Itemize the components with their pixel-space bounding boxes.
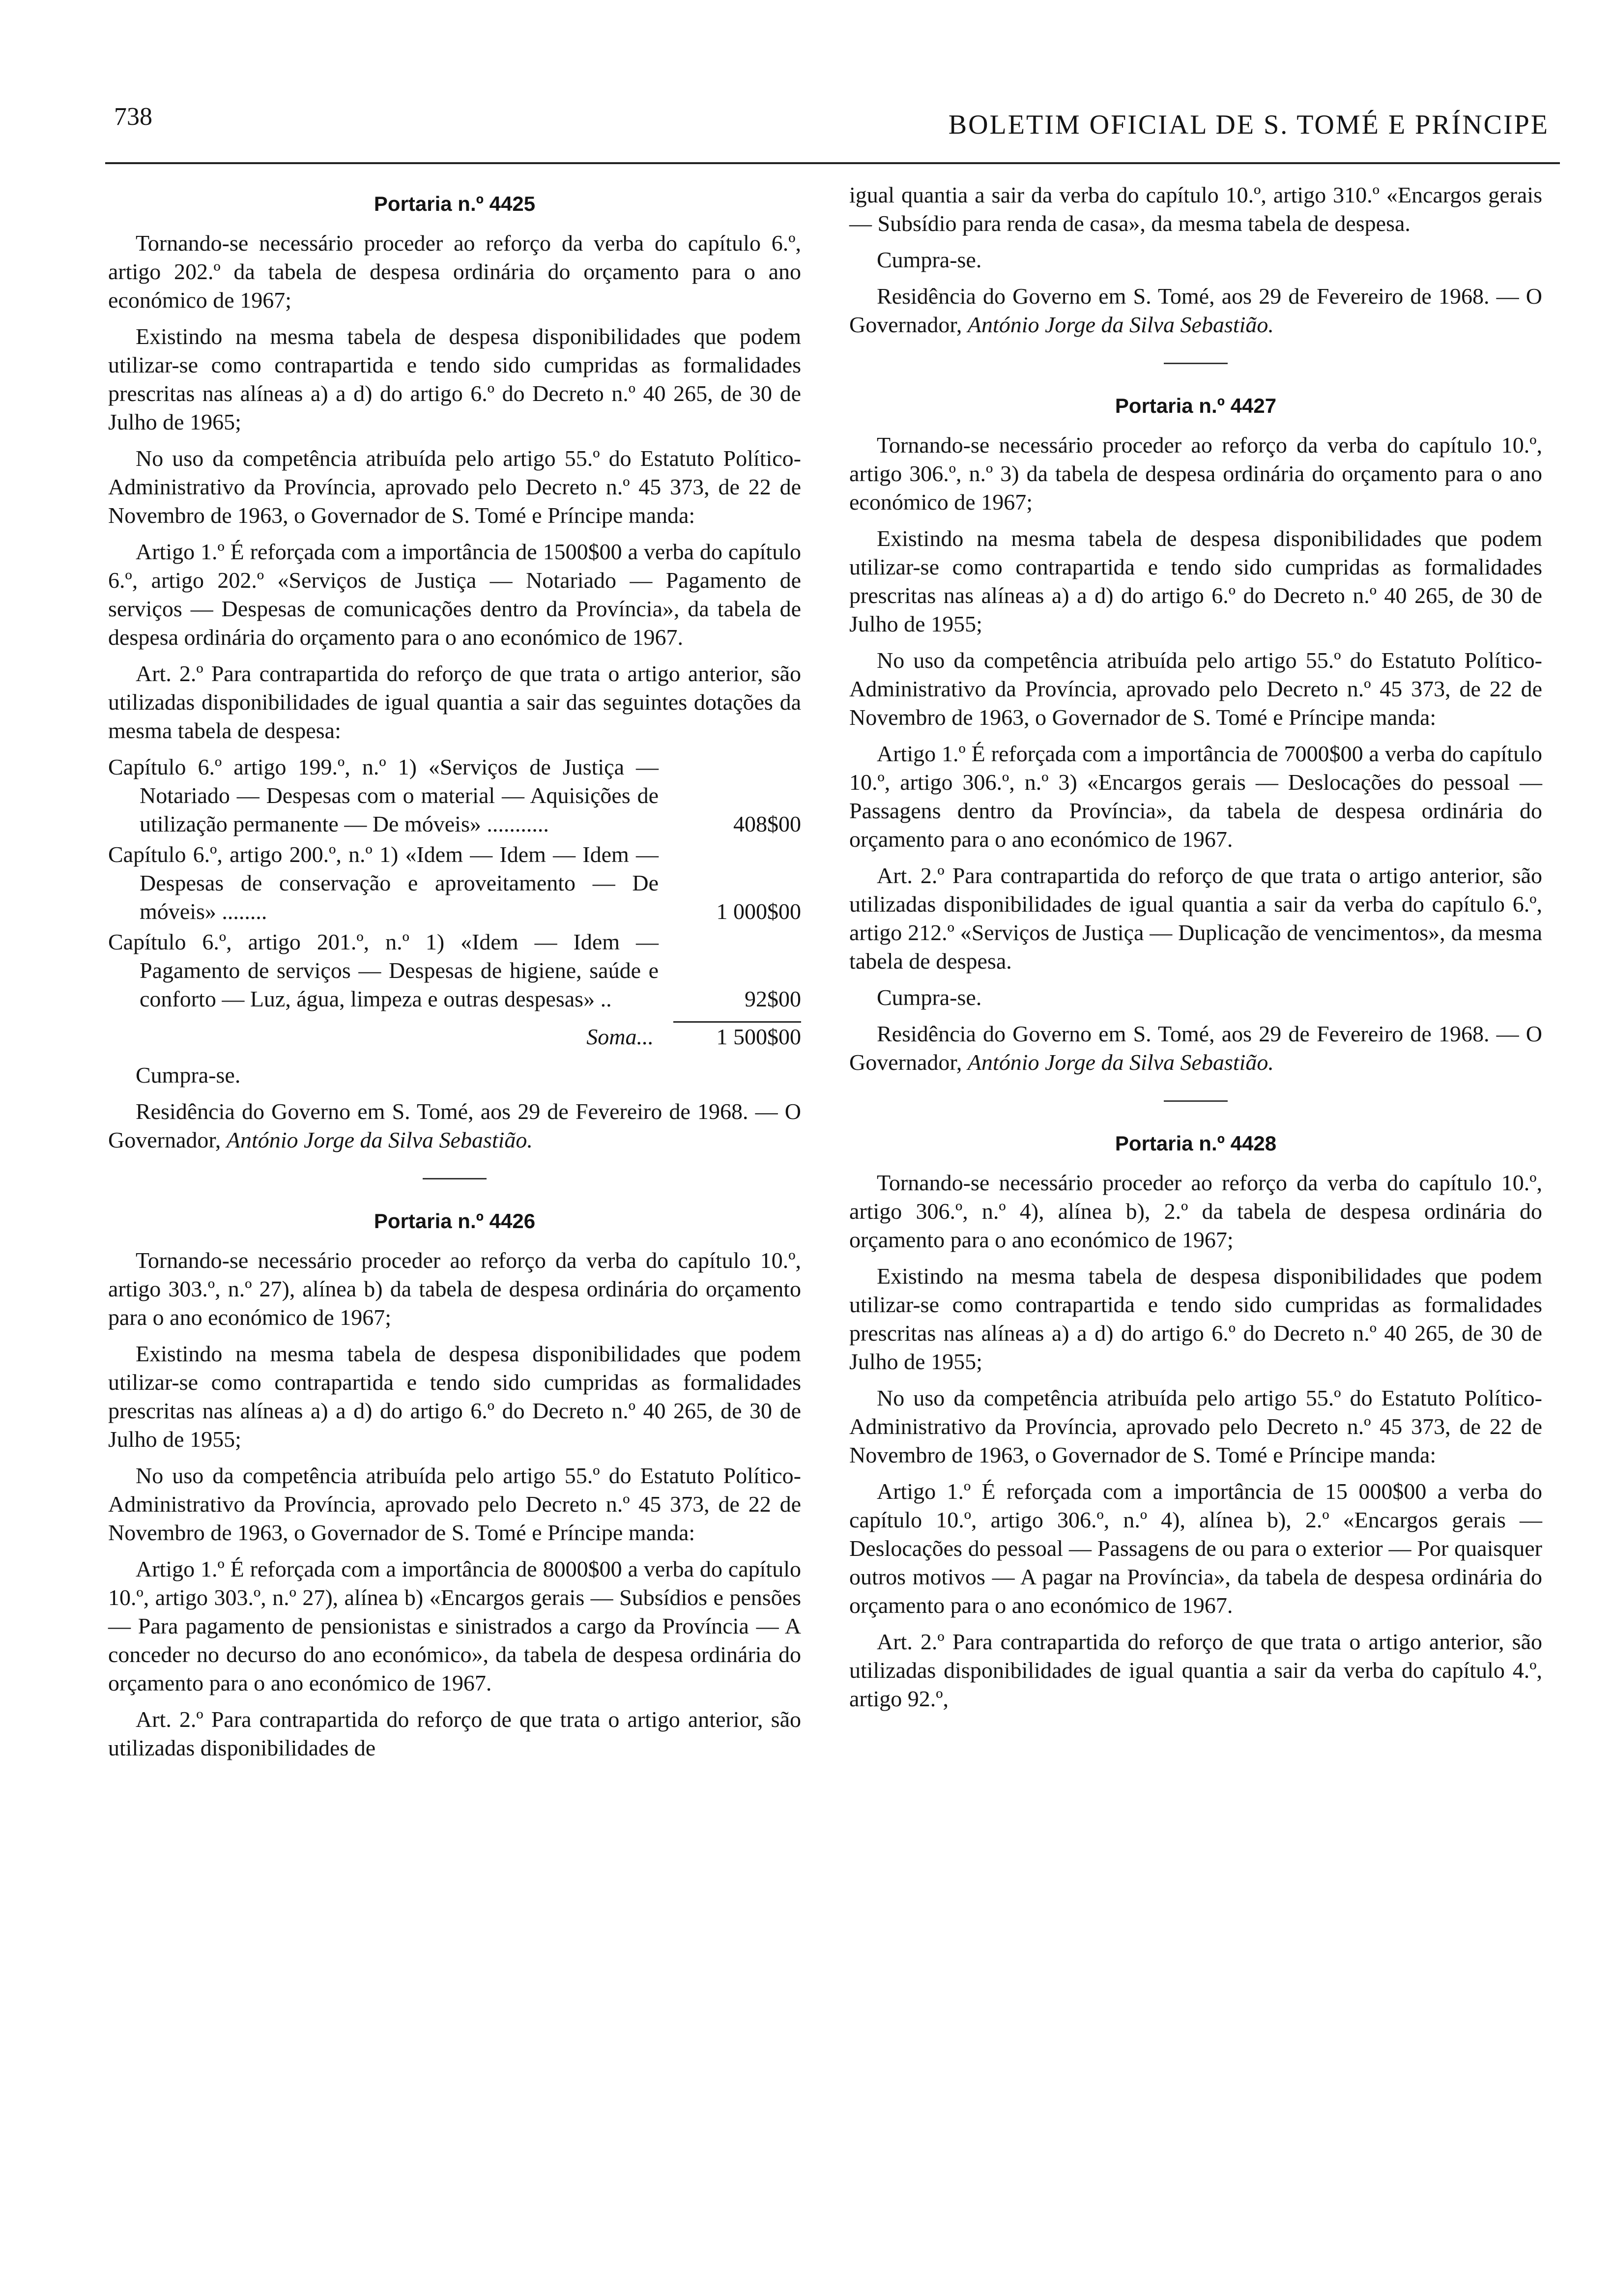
article-2: Art. 2.º Para contrapartida do reforço de que trata o artigo anterior, são utilizadas disponibilidades de igual quantia a sair das seguintes dotações da mesma tabela de despesa: <box>108 661 801 743</box>
paragraph: Tornando-se necessário proceder ao reforço da verba do capítulo 10.º, artigo 306.º, n.º 3) da tabela de despesa ordinária do orçamento para o ano económico de 1967; <box>849 432 1542 515</box>
article-2: Art. 2.º Para contrapartida do reforço de que trata o artigo anterior, são utilizadas disponibilidades de igual quantia a sair da verba do capítulo 4.º, artigo 92.º, <box>849 1629 1542 1711</box>
signature: António Jorge da Silva Sebastião. <box>967 1050 1274 1075</box>
article-1: Artigo 1.º É reforçada com a importância de 15 000$00 a verba do capítulo 10.º, artigo 306.º, n.º 4), alínea b), 2.º «Encargos gerais — Deslocações do pessoal — Passagens de ou para o exterior — Por quaisquer outros motivos — A pagar na Província», da tabela de despesa ordinária do orçamento para o ano económico de 1967. <box>849 1479 1542 1618</box>
paragraph: No uso da competência atribuída pelo artigo 55.º do Estatuto Político-Administrativo da Província, aprovado pelo Decreto n.º 45 373, de 22 de Novembro de 1963, o Governador de S. Tomé e Príncipe manda: <box>108 1463 801 1545</box>
allocation-item <box>108 928 801 1013</box>
portaria-heading: Portaria n.º 4427 <box>1115 394 1277 417</box>
paragraph: Tornando-se necessário proceder ao reforço da verba do capítulo 6.º, artigo 202.º da tabela de despesa ordinária do orçamento para o ano económico de 1967; <box>108 230 801 313</box>
residencia-text: Residência do Governo em S. Tomé, aos 29 de Fevereiro de 1968. — O Governador, <box>108 1099 801 1152</box>
total-amount: 1 500$00 <box>673 1021 801 1051</box>
cumpra-se: Cumpra-se. <box>136 1062 241 1088</box>
section-separator <box>1164 1100 1228 1102</box>
article-1: Artigo 1.º É reforçada com a importância de 8000$00 a verba do capítulo 10.º, artigo 303.º, n.º 27), alínea b) «Encargos gerais — Subsídios e pensões — Para pagamento de pensionistas e sinistrados a cargo da Província — A conceder no decurso do ano económico», da tabela de despesa ordinária do orçamento para o ano económico de 1967. <box>108 1556 801 1695</box>
portaria-heading: Portaria n.º 4426 <box>374 1209 536 1233</box>
total-row <box>108 1021 801 1051</box>
allocation-text: Capítulo 6.º, artigo 201.º, n.º 1) «Idem — Idem — Pagamento de serviços — Despesas de higiene, saúde e conforto — Luz, água, limpeza e outras despesas» .. <box>108 929 659 1011</box>
section-separator <box>1164 363 1228 364</box>
portaria-heading: Portaria n.º 4425 <box>374 192 536 215</box>
page-number: 738 <box>114 103 152 131</box>
paragraph: Tornando-se necessário proceder ao reforço da verba do capítulo 10.º, artigo 303.º, n.º 27), alínea b) da tabela de despesa ordinária do orçamento para o ano económico de 1967; <box>108 1248 801 1330</box>
paragraph: Existindo na mesma tabela de despesa disponibilidades que podem utilizar-se como contrapartida e tendo sido cumpridas as formalidades prescritas nas alíneas a) a d) do artigo 6.º do Decreto n.º 40 265, de 30 de Julho de 1955; <box>849 1263 1542 1374</box>
allocation-text: Capítulo 6.º, artigo 200.º, n.º 1) «Idem — Idem — Idem — Despesas de conservação e aproveitamento — De móveis» ........ <box>108 842 659 924</box>
cumpra-se: Cumpra-se. <box>877 247 982 272</box>
signature-block <box>849 1020 1542 1077</box>
header-rule <box>105 162 1560 164</box>
allocation-amount: 92$00 <box>745 986 801 1011</box>
allocation-amount: 408$00 <box>733 811 801 836</box>
portaria-4428 <box>849 1129 1542 1713</box>
signature-block <box>108 1097 801 1154</box>
allocation-text: Capítulo 6.º artigo 199.º, n.º 1) «Serviços de Justiça — Notariado — Despesas com o material — Aquisições de utilização permanente — De móveis» ........... <box>108 754 659 836</box>
article-1: Artigo 1.º É reforçada com a importância de 1500$00 a verba do capítulo 6.º, artigo 202.º «Serviços de Justiça — Notariado — Pagamento de serviços — Despesas de comunicações dentro da Província», da tabela de despesa ordinária do orçamento para o ano económico de 1967. <box>108 539 801 650</box>
article-1: Artigo 1.º É reforçada com a importância de 7000$00 a verba do capítulo 10.º, artigo 306.º, n.º 3) «Encargos gerais — Deslocações do pessoal — Passagens dentro da Província», da tabela de despesa ordinária do orçamento para o ano económico de 1967. <box>849 741 1542 852</box>
paragraph: No uso da competência atribuída pelo artigo 55.º do Estatuto Político-Administrativo da Província, aprovado pelo Decreto n.º 45 373, de 22 de Novembro de 1963, o Governador de S. Tomé e Príncipe manda: <box>849 648 1542 730</box>
residencia-text: Residência do Governo em S. Tomé, aos 29 de Fevereiro de 1968. — O Governador, <box>849 284 1542 337</box>
portaria-4426-continuation <box>849 181 1542 339</box>
residencia-text: Residência do Governo em S. Tomé, aos 29 de Fevereiro de 1968. — O Governador, <box>849 1021 1542 1075</box>
continuation-text: igual quantia a sair da verba do capítulo 10.º, artigo 310.º «Encargos gerais — Subsídio para renda de casa», da mesma tabela de despesa. <box>849 182 1542 236</box>
signature: António Jorge da Silva Sebastião. <box>967 312 1274 337</box>
signature-block <box>849 282 1542 339</box>
allocation-item <box>108 753 801 838</box>
paragraph: No uso da competência atribuída pelo artigo 55.º do Estatuto Político-Administrativo da Província, aprovado pelo Decreto n.º 45 373, de 22 de Novembro de 1963, o Governador de S. Tomé e Príncipe manda: <box>849 1385 1542 1467</box>
running-header: BOLETIM OFICIAL DE S. TOMÉ E PRÍNCIPE <box>948 110 1549 140</box>
paragraph: No uso da competência atribuída pelo artigo 55.º do Estatuto Político-Administrativo da Província, aprovado pelo Decreto n.º 45 373, de 22 de Novembro de 1963, o Governador de S. Tomé e Príncipe manda: <box>108 446 801 528</box>
section-separator <box>423 1178 487 1179</box>
right-column <box>849 181 1542 2260</box>
portaria-4426 <box>108 1207 801 1762</box>
portaria-4425 <box>108 190 801 1154</box>
article-2: Art. 2.º Para contrapartida do reforço de que trata o artigo anterior, são utilizadas disponibilidades de igual quantia a sair da verba do capítulo 6.º, artigo 212.º «Serviços de Justiça — Duplicação de vencimentos», da mesma tabela de despesa. <box>849 863 1542 974</box>
paragraph: Existindo na mesma tabela de despesa disponibilidades que podem utilizar-se como contrapartida e tendo sido cumpridas as formalidades prescritas nas alíneas a) a d) do artigo 6.º do Decreto n.º 40 265, de 30 de Julho de 1965; <box>108 324 801 434</box>
allocation-amount: 1 000$00 <box>716 899 801 924</box>
paragraph: Existindo na mesma tabela de despesa disponibilidades que podem utilizar-se como contrapartida e tendo sido cumpridas as formalidades prescritas nas alíneas a) a d) do artigo 6.º do Decreto n.º 40 265, de 30 de Julho de 1955; <box>108 1341 801 1452</box>
cumpra-se: Cumpra-se. <box>877 985 982 1010</box>
allocation-item <box>108 840 801 926</box>
paragraph: Tornando-se necessário proceder ao reforço da verba do capítulo 10.º, artigo 306.º, n.º 4), alínea b), 2.º da tabela de despesa ordinária do orçamento para o ano económico de 1967; <box>849 1170 1542 1252</box>
signature: António Jorge da Silva Sebastião. <box>226 1127 533 1152</box>
left-column <box>108 181 801 2260</box>
paragraph: Existindo na mesma tabela de despesa disponibilidades que podem utilizar-se como contrapartida e tendo sido cumpridas as formalidades prescritas nas alíneas a) a d) do artigo 6.º do Decreto n.º 40 265, de 30 de Julho de 1955; <box>849 526 1542 636</box>
article-2: Art. 2.º Para contrapartida do reforço de que trata o artigo anterior, são utilizadas disponibilidades de <box>108 1707 801 1760</box>
allocation-list <box>108 753 801 1013</box>
total-label: Soma... <box>586 1024 654 1049</box>
portaria-heading: Portaria n.º 4428 <box>1115 1132 1277 1155</box>
portaria-4427 <box>849 392 1542 1077</box>
